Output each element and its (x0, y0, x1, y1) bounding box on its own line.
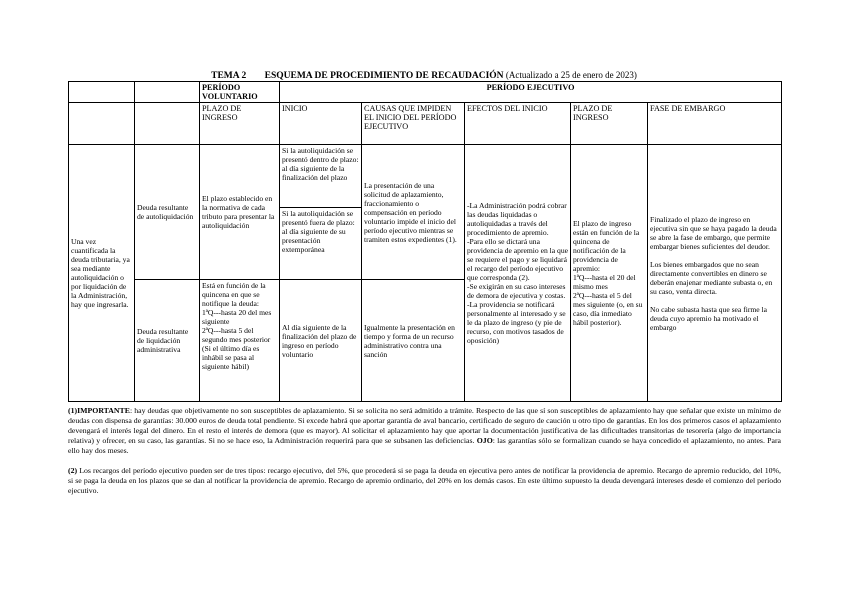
col-header-efectos: EFECTOS DEL INICIO (465, 103, 571, 145)
col-header-causas: CAUSAS QUE IMPIDEN EL INICIO DEL PERÍODO EJECUTIVO (362, 103, 465, 145)
plazo-ingreso-ejecutivo: El plazo de ingreso están en función de la quincena de notificación de la providencia de apremio: 1ªQ---hasta el 20 del mismo mes 2ªQ---hasta el 5 del mes siguiente (o, en su caso, día inmediato hábil posterior). (571, 145, 648, 402)
efectos-inicio: -La Administración podrá cobrar las deudas liquidadas o autoliquidadas a través del procedimiento de apremio. -Para ello se dictará una providencia de apremio en la que se requiere el pago y se liquidará el recargo del período ejecutivo que corresponda (2). -Se exigirán en su caso intereses de demora de ejecutiva y costas. -La providencia se notificará personalmente al interesado y se le da plazo de ingreso (y pie de recurso, con motivos tasados de oposición) (465, 145, 571, 402)
title-name: ESQUEMA DE PROCEDIMIENTO DE RECAUDACIÓN (264, 71, 504, 81)
footnotes (68, 406, 781, 506)
intro-cell: Una vez cuantificada la deuda tributaria, ya sea mediante autoliquidación o por liquidación de la Administración, hay que ingresarla. (69, 145, 135, 402)
embargo-paragraph: No cabe subasta hasta que sea firme la deuda cuyo apremio ha motivado el embargo (650, 304, 768, 332)
procedure-table (68, 81, 782, 402)
row-autoliquidacion-plazo: El plazo establecido en la normativa de cada tributo para presentar la autoliquidación (200, 145, 280, 280)
footnote-text: Los recargos del período ejecutivo pueden ser de tres tipos: recargo ejecutivo, del 5%, que procederá si se paga la deuda en ejecutiva pero antes de notificar la providencia de apremio. Recargo de apremio reducido, del 10%, si se paga la deuda en los plazos que se dan al notificar la providencia de apremio. Recargo de apremio ordinario, del 20% en los demás casos. En este último supuesto la deuda devengará intereses desde el comienzo del período ejecutivo. (68, 466, 781, 495)
title-updated: (Actualizado a 25 de enero de 2023) (505, 70, 637, 80)
col-header-plazo-ejecutivo: PLAZO DE INGRESO (571, 103, 648, 145)
footnote-2 (68, 466, 781, 496)
header-periodo-voluntario: PERÍODO VOLUNTARIO (200, 82, 280, 103)
inicio-liquidacion: Al día siguiente de la finalización del plazo de ingreso en período voluntario (280, 280, 362, 402)
row-liquidacion-type: Deuda resultante de liquidación administrativa (135, 280, 200, 402)
inicio-dentro-plazo: Si la autoliquidación se presentó dentro de plazo: al día siguiente de la finalización del plazo (280, 145, 362, 208)
col-header-inicio: INICIO (280, 103, 362, 145)
empty-cell (69, 103, 135, 145)
tema-label: TEMA 2 (211, 71, 247, 81)
footnote-tail: : las garantías sólo se formalizan cuando se haya concedido el aplazamiento, no antes. Para ello hay dos meses. (68, 436, 781, 455)
empty-cell (135, 82, 200, 103)
embargo-paragraph: Los bienes embargados que no sean directamente convertibles en dinero se deberán enajenar mediante subasta o, en su caso, venta directa. (650, 259, 773, 296)
header-periodo-ejecutivo: PERÍODO EJECUTIVO (280, 82, 782, 103)
embargo-paragraph: Finalizado el plazo de ingreso en ejecutiva sin que se haya pagado la deuda se abre la fase de embargo, que permite embargar bienes suficientes del deudor. (650, 214, 777, 251)
col-header-fase-embargo: FASE DE EMBARGO (648, 103, 782, 145)
causas-aplazamiento: La presentación de una solicitud de aplazamiento, fraccionamiento o compensación en período voluntario impide el inicio del período ejecutivo mientras se tramiten estos expedientes (1). (362, 145, 465, 280)
causas-recurso: Igualmente la presentación en tiempo y forma de un recurso administrativo contra una sanción (362, 280, 465, 402)
row-liquidacion-plazo: Está en función de la quincena en que se notifique la deuda: 1ªQ---hasta 20 del mes siguiente 2ªQ---hasta 5 del segundo mes posterior (Si el último día es inhábil se pasa al siguiente hábil) (200, 280, 280, 402)
footnote-1 (68, 406, 781, 456)
footnote-mark: (1) (68, 406, 78, 415)
fase-embargo-cell (648, 145, 782, 402)
empty-cell (135, 103, 200, 145)
footnote-text: : hay deudas que objetivamente no son susceptibles de aplazamiento. Si se solicita no será admitido a trámite. Respecto de las que sí son susceptibles de aplazamiento hay que señalar que existe un mínimo de deudas con dispensa de garantías: 30.000 euros de deuda total pendiente. Si excede habrá que aportar garantía de aval bancario, certificado de seguro de caución u otro tipo de garantías. En los dos primeros casos el aplazamiento devengará el interés legal del dinero. En el resto el interés de demora (que es mayor). Al solicitar el aplazamiento hay que aportar la documentación justificativa de las dificultades transitorias de tesorería (algo de importancia relativa) y ofrecer, en su caso, las garantías. Si no se hace eso, la Administración requerirá para que se subsanen las deficiencias. (68, 406, 781, 445)
inicio-fuera-plazo: Si la autoliquidación se presentó fuera de plazo: al día siguiente de su presentación extemporánea (280, 208, 362, 280)
footnote-ojo: OJO (476, 436, 493, 445)
footnote-label: IMPORTANTE (77, 406, 130, 415)
col-header-plazo-voluntario: PLAZO DE INGRESO (200, 103, 280, 145)
row-autoliquidacion-type: Deuda resultante de autoliquidación (135, 145, 200, 280)
empty-cell (69, 82, 135, 103)
footnote-mark: (2) (68, 466, 78, 475)
